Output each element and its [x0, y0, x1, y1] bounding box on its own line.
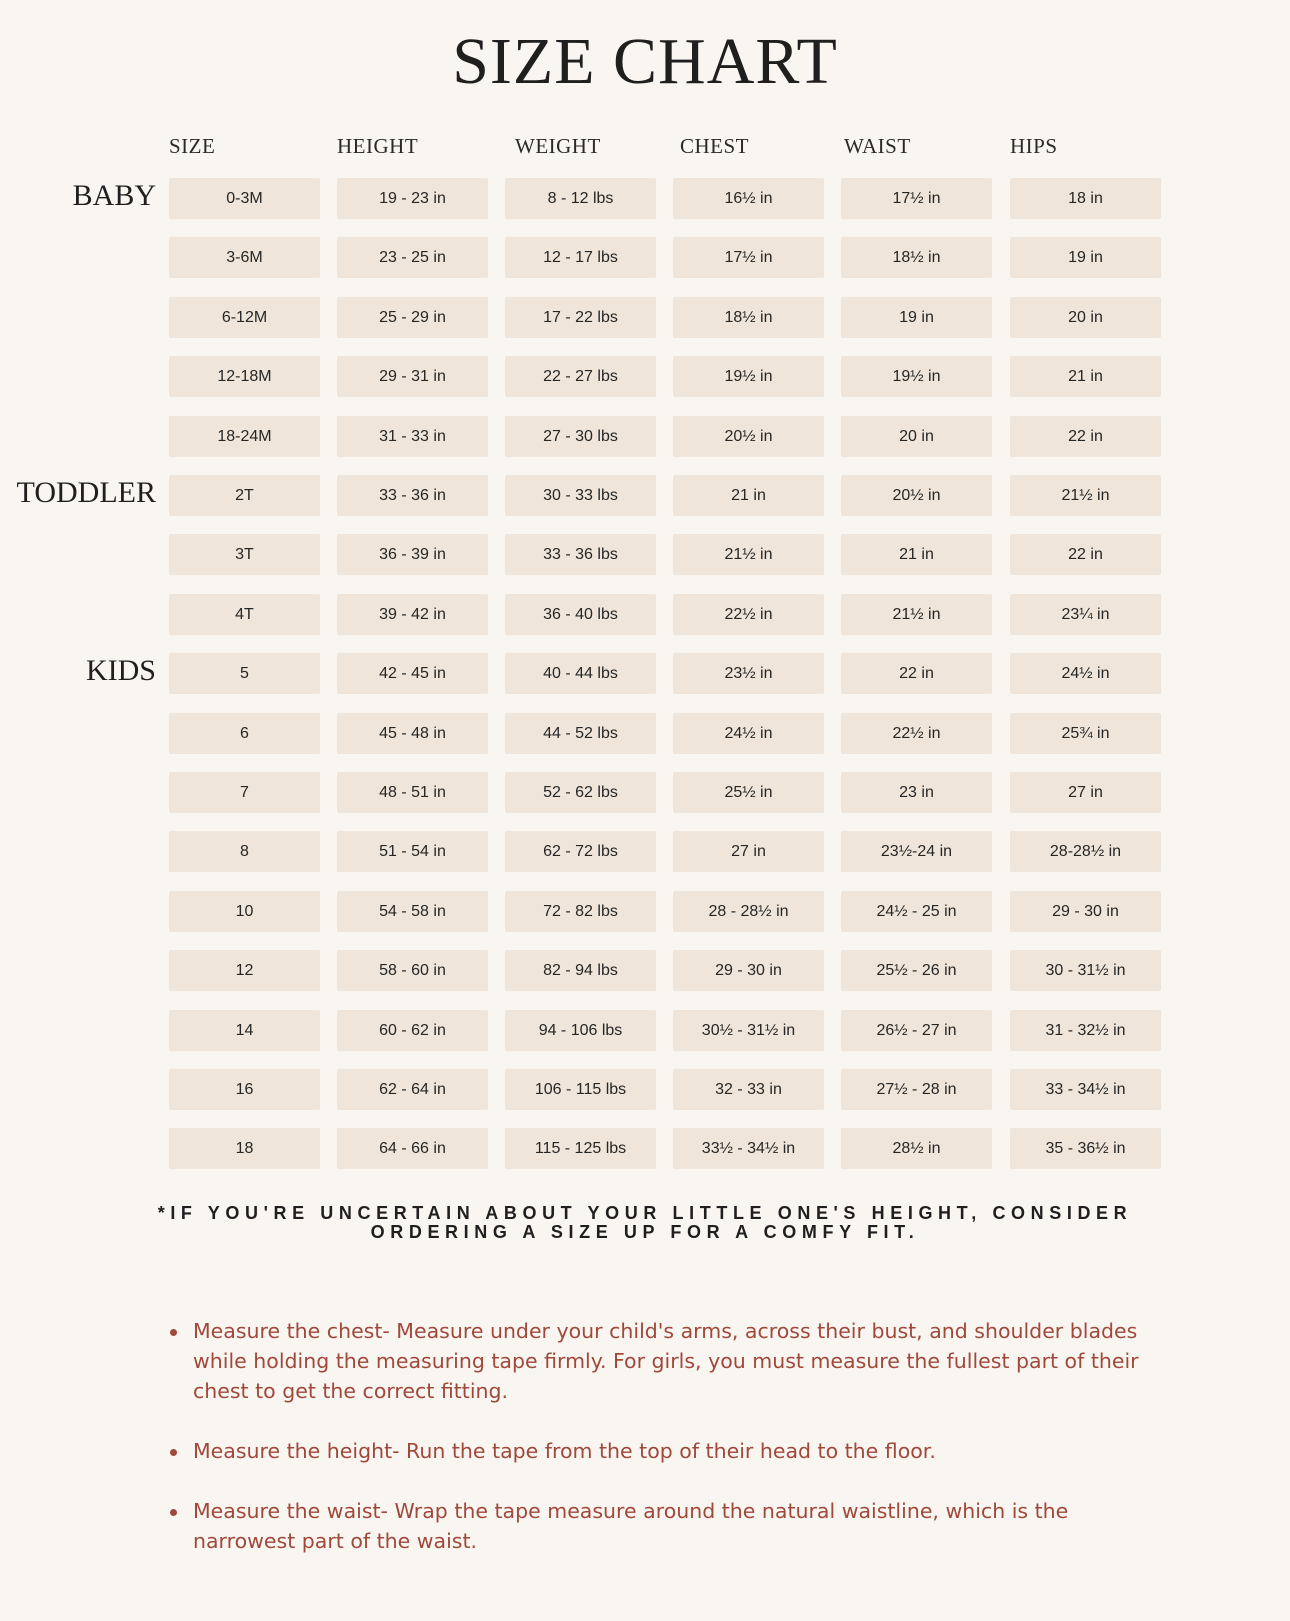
table-row	[0, 356, 1290, 397]
column-header-hips: HIPS	[1010, 134, 1058, 158]
sizing-note-line-2: ORDERING A SIZE UP FOR A COMFY FIT.	[370, 1222, 920, 1242]
cell-height: 25 - 29 in	[337, 297, 488, 338]
table-row	[0, 534, 1290, 575]
cell-hips: 31 - 32½ in	[1010, 1010, 1161, 1051]
column-header-size: SIZE	[169, 134, 216, 158]
cell-weight: 94 - 106 lbs	[505, 1010, 656, 1051]
cell-waist: 18½ in	[841, 237, 992, 278]
cell-hips: 21½ in	[1010, 475, 1161, 516]
table-row	[0, 475, 1290, 516]
table-row	[0, 297, 1290, 338]
cell-hips: 23¼ in	[1010, 594, 1161, 635]
cell-hips: 21 in	[1010, 356, 1161, 397]
cell-size: 8	[169, 831, 320, 872]
table-row	[0, 772, 1290, 813]
cell-waist: 26½ - 27 in	[841, 1010, 992, 1051]
instruction-text: Measure the height- Run the tape from the top of their head to the floor.	[193, 1439, 936, 1463]
cell-weight: 8 - 12 lbs	[505, 178, 656, 219]
instruction-waist	[170, 1496, 1160, 1556]
table-row	[0, 713, 1290, 754]
cell-hips: 18 in	[1010, 178, 1161, 219]
cell-chest: 25½ in	[673, 772, 824, 813]
cell-hips: 20 in	[1010, 297, 1161, 338]
table-row	[0, 950, 1290, 991]
cell-size: 12-18M	[169, 356, 320, 397]
group-label-toddler: TODDLER	[16, 476, 156, 509]
cell-size: 3-6M	[169, 237, 320, 278]
cell-size: 6	[169, 713, 320, 754]
cell-chest: 16½ in	[673, 178, 824, 219]
cell-size: 16	[169, 1069, 320, 1110]
cell-size: 4T	[169, 594, 320, 635]
cell-weight: 72 - 82 lbs	[505, 891, 656, 932]
cell-waist: 25½ - 26 in	[841, 950, 992, 991]
group-label-kids: KIDS	[85, 654, 156, 687]
cell-chest: 20½ in	[673, 416, 824, 457]
instruction-text: Measure the waist- Wrap the tape measure around the natural waistline, which is the narrowest part of the waist.	[193, 1499, 1069, 1553]
cell-chest: 18½ in	[673, 297, 824, 338]
cell-waist: 17½ in	[841, 178, 992, 219]
cell-chest: 30½ - 31½ in	[673, 1010, 824, 1051]
cell-height: 64 - 66 in	[337, 1128, 488, 1169]
table-row	[0, 237, 1290, 278]
cell-weight: 33 - 36 lbs	[505, 534, 656, 575]
cell-weight: 115 - 125 lbs	[505, 1128, 656, 1169]
cell-height: 60 - 62 in	[337, 1010, 488, 1051]
cell-size: 10	[169, 891, 320, 932]
table-row	[0, 653, 1290, 694]
column-header-chest: CHEST	[680, 134, 750, 158]
table-row	[0, 594, 1290, 635]
table-row	[0, 416, 1290, 457]
cell-weight: 27 - 30 lbs	[505, 416, 656, 457]
cell-waist: 27½ - 28 in	[841, 1069, 992, 1110]
cell-hips: 35 - 36½ in	[1010, 1128, 1161, 1169]
sizing-note	[0, 1204, 1290, 1242]
column-header-waist: WAIST	[844, 134, 911, 158]
cell-waist: 19 in	[841, 297, 992, 338]
instruction-height	[170, 1436, 1160, 1466]
cell-chest: 21½ in	[673, 534, 824, 575]
cell-hips: 33 - 34½ in	[1010, 1069, 1161, 1110]
column-headers	[0, 134, 1290, 164]
cell-chest: 23½ in	[673, 653, 824, 694]
cell-hips: 22 in	[1010, 416, 1161, 457]
cell-height: 19 - 23 in	[337, 178, 488, 219]
bullet-dot-icon	[170, 1449, 177, 1456]
cell-chest: 19½ in	[673, 356, 824, 397]
cell-weight: 17 - 22 lbs	[505, 297, 656, 338]
cell-height: 62 - 64 in	[337, 1069, 488, 1110]
cell-waist: 20 in	[841, 416, 992, 457]
cell-chest: 32 - 33 in	[673, 1069, 824, 1110]
cell-size: 18-24M	[169, 416, 320, 457]
cell-weight: 62 - 72 lbs	[505, 831, 656, 872]
cell-hips: 25¾ in	[1010, 713, 1161, 754]
cell-chest: 27 in	[673, 831, 824, 872]
cell-chest: 24½ in	[673, 713, 824, 754]
table-row	[0, 1128, 1290, 1169]
cell-height: 54 - 58 in	[337, 891, 488, 932]
table-row	[0, 891, 1290, 932]
cell-chest: 21 in	[673, 475, 824, 516]
page-title: SIZE CHART	[452, 25, 838, 98]
group-label-baby: BABY	[72, 179, 156, 212]
cell-hips: 28-28½ in	[1010, 831, 1161, 872]
cell-hips: 24½ in	[1010, 653, 1161, 694]
cell-waist: 22½ in	[841, 713, 992, 754]
cell-size: 12	[169, 950, 320, 991]
cell-height: 33 - 36 in	[337, 475, 488, 516]
cell-waist: 28½ in	[841, 1128, 992, 1169]
cell-waist: 19½ in	[841, 356, 992, 397]
table-row	[0, 178, 1290, 219]
cell-weight: 40 - 44 lbs	[505, 653, 656, 694]
cell-waist: 22 in	[841, 653, 992, 694]
cell-waist: 23½-24 in	[841, 831, 992, 872]
cell-weight: 22 - 27 lbs	[505, 356, 656, 397]
instruction-chest	[170, 1316, 1160, 1406]
cell-size: 18	[169, 1128, 320, 1169]
measurement-instructions	[170, 1316, 1160, 1586]
cell-weight: 30 - 33 lbs	[505, 475, 656, 516]
table-row	[0, 1010, 1290, 1051]
cell-size: 2T	[169, 475, 320, 516]
instruction-text: Measure the chest- Measure under your child's arms, across their bust, and shoulder blades while holding the measuring tape firmly. For girls, you must measure the fullest part of their chest to get the correct fitting.	[193, 1319, 1139, 1403]
cell-waist: 20½ in	[841, 475, 992, 516]
column-header-weight: WEIGHT	[515, 134, 601, 158]
cell-chest: 29 - 30 in	[673, 950, 824, 991]
cell-height: 29 - 31 in	[337, 356, 488, 397]
cell-hips: 22 in	[1010, 534, 1161, 575]
cell-height: 45 - 48 in	[337, 713, 488, 754]
cell-waist: 24½ - 25 in	[841, 891, 992, 932]
cell-height: 31 - 33 in	[337, 416, 488, 457]
cell-size: 6-12M	[169, 297, 320, 338]
table-row	[0, 831, 1290, 872]
cell-height: 58 - 60 in	[337, 950, 488, 991]
cell-waist: 21 in	[841, 534, 992, 575]
cell-chest: 17½ in	[673, 237, 824, 278]
cell-weight: 52 - 62 lbs	[505, 772, 656, 813]
cell-waist: 23 in	[841, 772, 992, 813]
cell-size: 0-3M	[169, 178, 320, 219]
cell-weight: 44 - 52 lbs	[505, 713, 656, 754]
cell-height: 51 - 54 in	[337, 831, 488, 872]
cell-height: 42 - 45 in	[337, 653, 488, 694]
cell-weight: 12 - 17 lbs	[505, 237, 656, 278]
cell-hips: 27 in	[1010, 772, 1161, 813]
cell-weight: 36 - 40 lbs	[505, 594, 656, 635]
table-row	[0, 1069, 1290, 1110]
cell-chest: 22½ in	[673, 594, 824, 635]
bullet-dot-icon	[170, 1329, 177, 1336]
cell-size: 5	[169, 653, 320, 694]
cell-size: 14	[169, 1010, 320, 1051]
cell-weight: 106 - 115 lbs	[505, 1069, 656, 1110]
column-header-height: HEIGHT	[337, 134, 419, 158]
cell-size: 7	[169, 772, 320, 813]
cell-waist: 21½ in	[841, 594, 992, 635]
cell-height: 23 - 25 in	[337, 237, 488, 278]
cell-hips: 29 - 30 in	[1010, 891, 1161, 932]
cell-hips: 19 in	[1010, 237, 1161, 278]
bullet-dot-icon	[170, 1509, 177, 1516]
cell-hips: 30 - 31½ in	[1010, 950, 1161, 991]
cell-chest: 28 - 28½ in	[673, 891, 824, 932]
cell-height: 39 - 42 in	[337, 594, 488, 635]
cell-weight: 82 - 94 lbs	[505, 950, 656, 991]
sizing-note-line-1: *IF YOU'RE UNCERTAIN ABOUT YOUR LITTLE ONE'S HEIGHT, CONSIDER	[157, 1203, 1133, 1223]
cell-height: 36 - 39 in	[337, 534, 488, 575]
cell-height: 48 - 51 in	[337, 772, 488, 813]
cell-size: 3T	[169, 534, 320, 575]
cell-chest: 33½ - 34½ in	[673, 1128, 824, 1169]
